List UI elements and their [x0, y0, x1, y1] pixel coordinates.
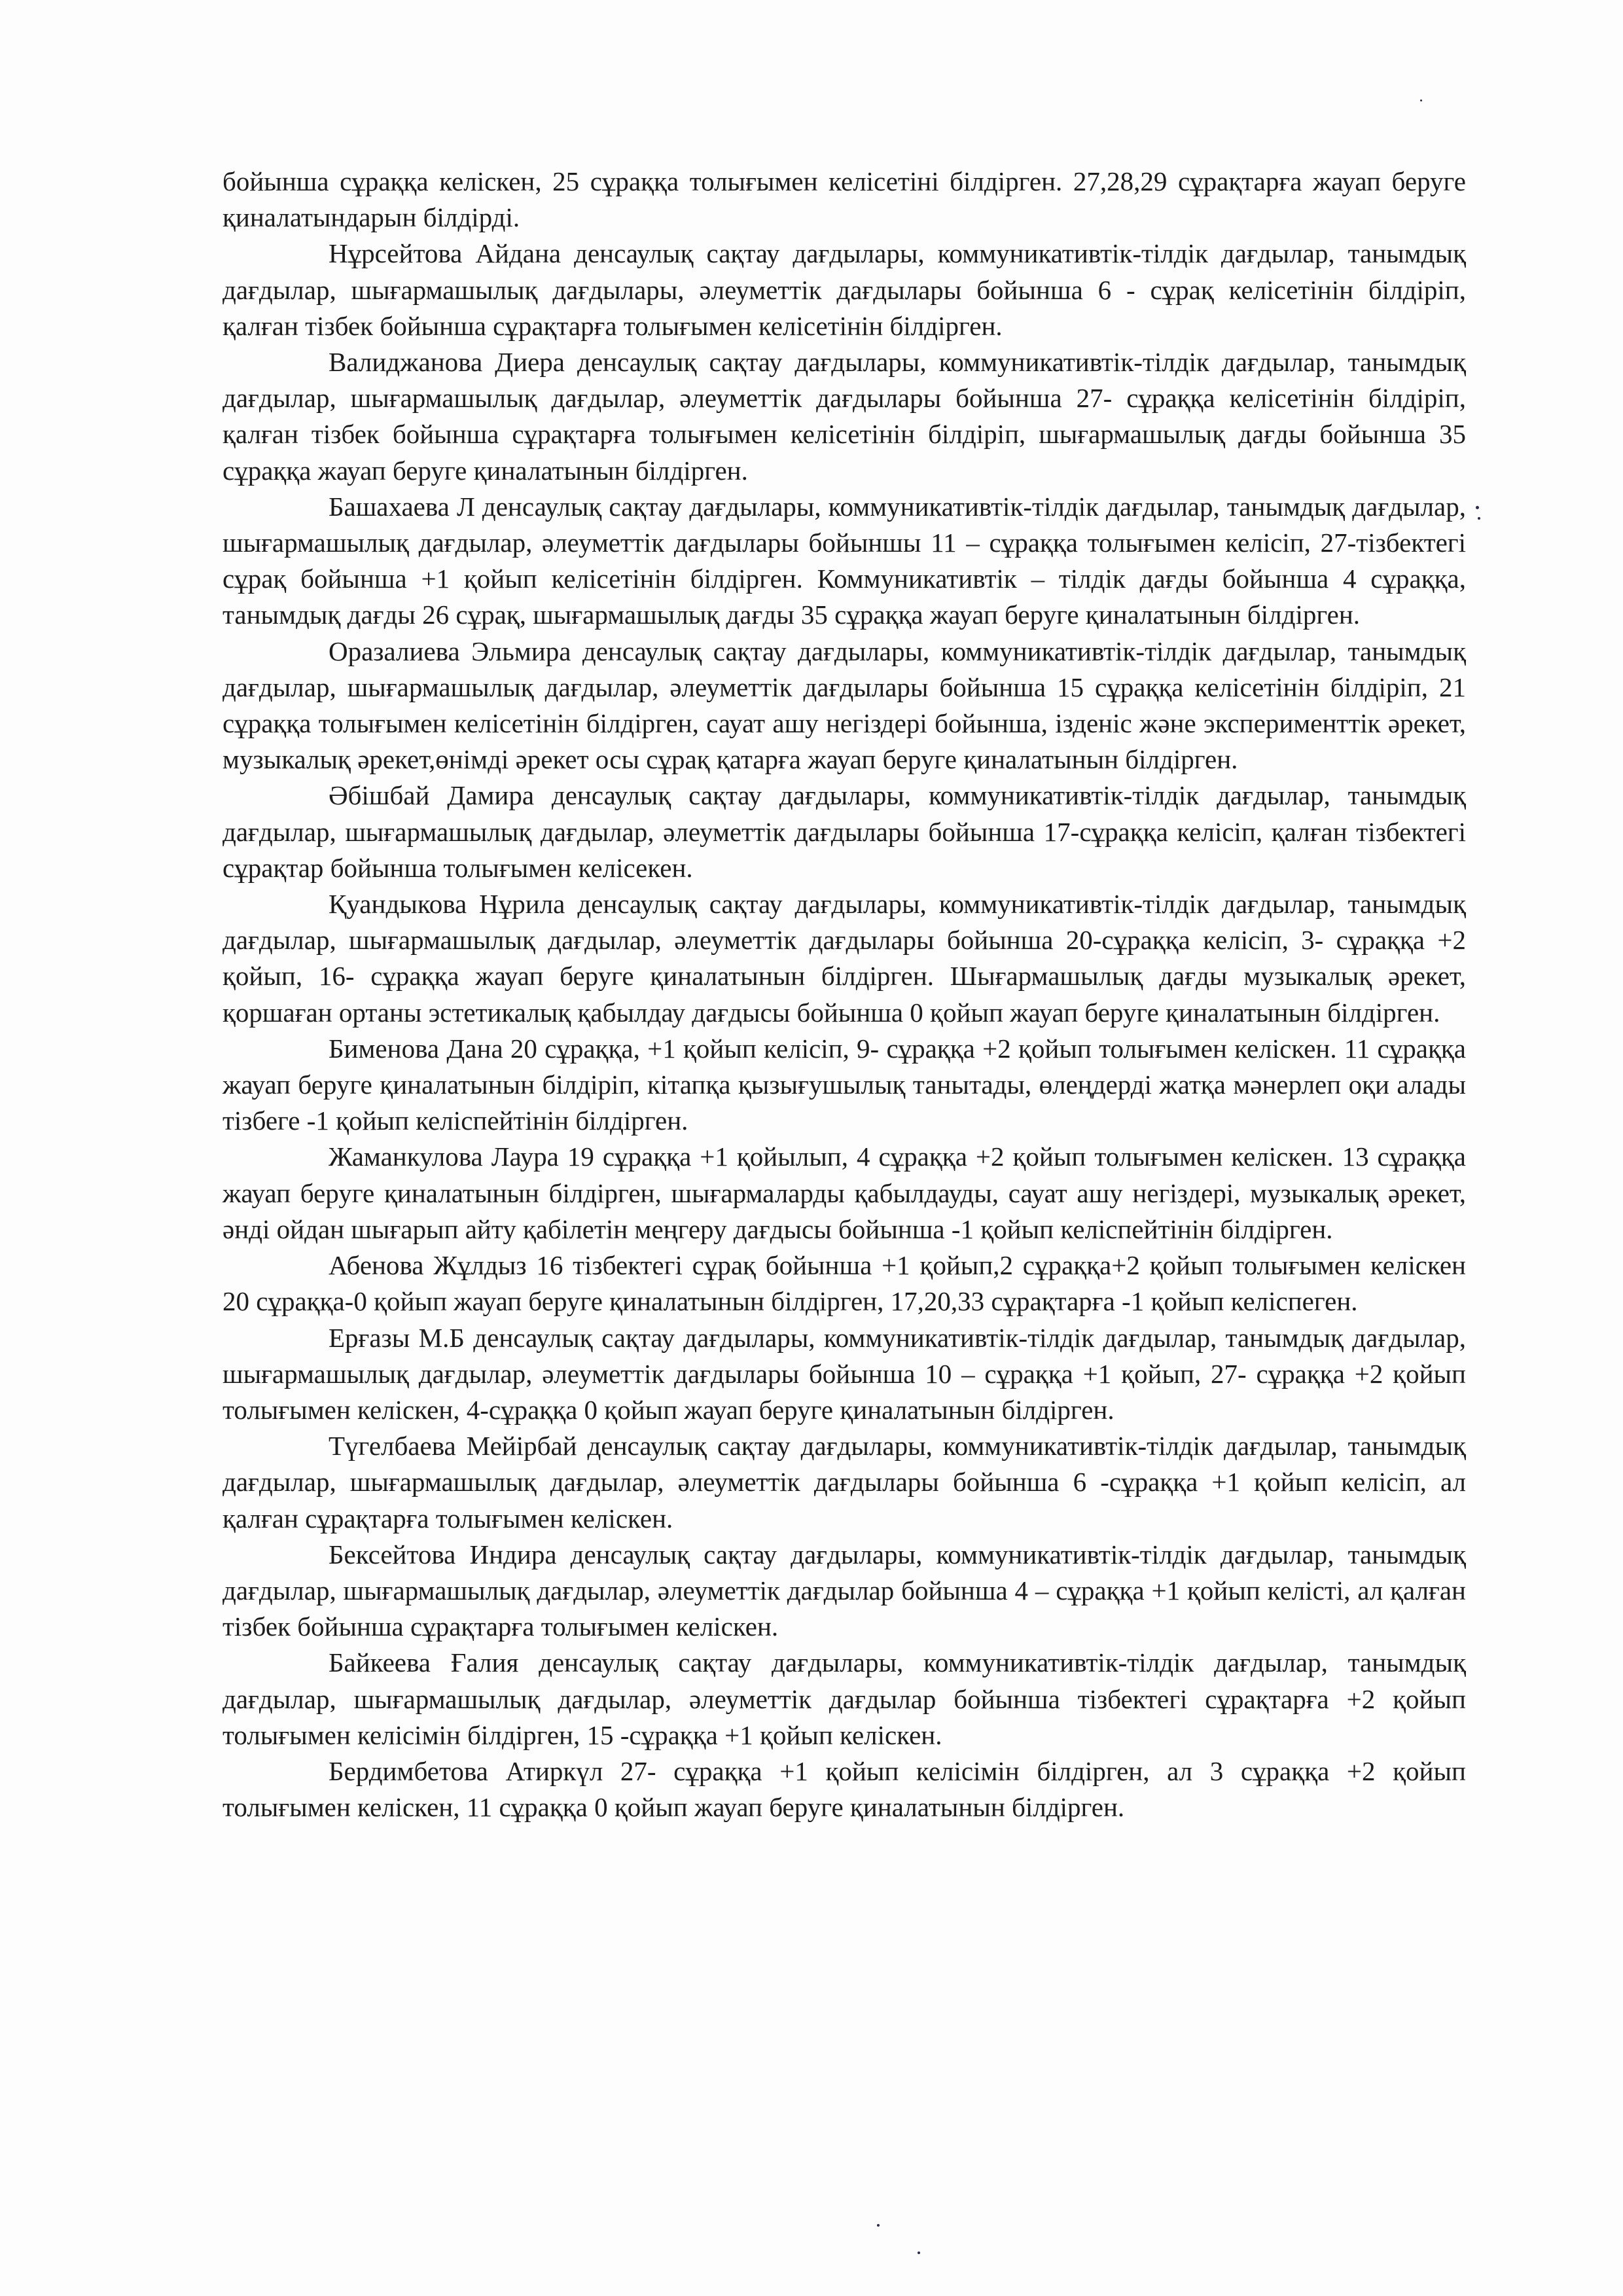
paragraph-ergazy: Ерғазы М.Б денсаулық сақтау дағдылары, коммуникативтік-тілдік дағдылар, танымдық дағдылар, шығармашылық дағдылар, әлеуметтік дағдылары бойынша 10 – сұраққа +1 қойып, 27- сұраққа +2 қойып толығымен келіскен, 4-сұраққа 0 қойып жауап беруге қиналатынын білдірген.: [223, 1322, 1466, 1425]
scan-speck: [1420, 99, 1422, 101]
document-body: [223, 164, 1466, 1825]
paragraph-bajkeeva: Байкеева Ғалия денсаулық сақтау дағдылары, коммуникативтік-тілдік дағдылар, танымдық дағдылар, шығармашылық дағдылар, әлеуметтік дағдылар бойынша тізбектегі сұрақтарға +2 қойып толығымен келісімін білдірген, 15 -сұраққа +1 қойып келіскен.: [223, 1647, 1466, 1750]
paragraph-orazalieva: Оразалиева Эльмира денсаулық сақтау дағдылары, коммуникативтік-тілдік дағдылар, танымдық дағдылар, шығармашылық дағдылар, әлеуметтік дағдылары бойынша 15 сұраққа келісетінін білдіріп, 21 сұраққа толығымен келісетінін білдірген, сауат ашу негіздері бойынша, ізденіс және эксперименттік әрекет, музыкалық әрекет,өнімді әрекет осы сұрақ қатарға жауап беруге қиналатынын білдірген.: [223, 636, 1466, 775]
paragraph-validzhanova: Валиджанова Диера денсаулық сақтау дағдылары, коммуникативтік-тілдік дағдылар, танымдық дағдылар, шығармашылық дағдылар, әлеуметтік дағдылары бойынша 27- сұраққа келісетінін білдіріп, қалған тізбек бойынша сұрақтарға толығымен келісетінін білдіріп, шығармашылық дағды бойынша 35 сұраққа жауап беруге қиналатынын білдірген.: [223, 347, 1466, 486]
scan-speck: [1478, 517, 1480, 520]
paragraph-nursejtova: Нұрсейтова Айдана денсаулық сақтау дағдылары, коммуникативтік-тілдік дағдылар, танымдық дағдылар, шығармашылық дағдылары, әлеуметтік дағдылары бойынша 6 - сұрақ келісетінін білдіріп, қалған тізбек бойынша сұрақтарға толығымен келісетінін білдірген.: [223, 238, 1466, 341]
paragraph-beksejtova: Бексейтова Индира денсаулық сақтау дағдылары, коммуникативтік-тілдік дағдылар, танымдық дағдылар, шығармашылық дағдылар, әлеуметтік дағдылар бойынша 4 – сұраққа +1 қойып келісті, ал қалған тізбек бойынша сұрақтарға толығымен келіскен.: [223, 1539, 1466, 1642]
paragraph-bimenova: Бименова Дана 20 сұраққа, +1 қойып келісіп, 9- сұраққа +2 қойып толығымен келіскен. 11 сұраққа жауап беруге қиналатынын білдіріп, кітапқа қызығушылық танытады, өлеңдерді жатқа мәнерлеп оқи алады тізбеге -1 қойып келіспейтінін білдірген.: [223, 1033, 1466, 1136]
paragraph-continuation: бойынша сұраққа келіскен, 25 сұраққа толығымен келісетіні білдірген. 27,28,29 сұрақтарға жауап беруге қиналатындарын білдірді.: [223, 166, 1466, 233]
paragraph-bashahaeva: Башахаева Л денсаулық сақтау дағдылары, коммуникативтік-тілдік дағдылар, танымдық дағдылар, шығармашылық дағдылар, әлеуметтік дағдылары бойыншы 11 – сұраққа толығымен келісіп, 27-тізбектегі сұрақ бойынша +1 қойып келісетінін білдірген. Коммуникативтік – тілдік дағды бойынша 4 сұраққа, танымдық дағды 26 сұрақ, шығармашылық дағды 35 сұраққа жауап беруге қиналатынын білдірген.: [223, 491, 1466, 630]
scan-speck: [1476, 506, 1479, 509]
paragraph-abishbaj: Әбішбай Дамира денсаулық сақтау дағдылары, коммуникативтік-тілдік дағдылар, танымдық дағдылар, шығармашылық дағдылар, әлеуметтік дағдылары бойынша 17-сұраққа келісіп, қалған тізбектегі сұрақтар бойынша толығымен келісекен.: [223, 780, 1466, 883]
paragraph-tugelbaeva: Түгелбаева Мейірбай денсаулық сақтау дағдылары, коммуникативтік-тілдік дағдылар, танымдық дағдылар, шығармашылық дағдылар, әлеуметтік дағдылары бойынша 6 -сұраққа +1 қойып келісіп, ал қалған сұрақтарға толығымен келіскен.: [223, 1431, 1466, 1534]
scan-speck: [918, 2251, 920, 2254]
paragraph-berdimbetova: Бердимбетова Атиркүл 27- сұраққа +1 қойып келісімін білдірген, ал 3 сұраққа +2 қойып толығымен келіскен, 11 сұраққа 0 қойып жауап беруге қиналатынын білдірген.: [223, 1755, 1466, 1823]
paragraph-abenova: Абенова Жұлдыз 16 тізбектегі сұрақ бойынша +1 қойып,2 сұраққа+2 қойып толығымен келіскен 20 сұраққа-0 қойып жауап беруге қиналатынын білдірген, 17,20,33 сұрақтарға -1 қойып келіспеген.: [223, 1250, 1466, 1317]
paragraph-kuandykova: Қуандыкова Нұрила денсаулық сақтау дағдылары, коммуникативтік-тілдік дағдылар, танымдық дағдылар, шығармашылық дағдылар, әлеуметтік дағдылары бойынша 20-сұраққа келісіп, 3- сұраққа +2 қойып, 16- сұраққа жауап беруге қиналатынын білдірген. Шығармашылық дағды музыкалық әрекет, қоршаған ортаны эстетикалық қабылдау дағдысы бойынша 0 қойып жауап беруге қиналатынын білдірген.: [223, 889, 1466, 1028]
paragraph-zhamankulova: Жаманкулова Лаура 19 сұраққа +1 қойылып, 4 сұраққа +2 қойып толығымен келіскен. 13 сұраққа жауап беруге қиналатынын білдірген, шығармаларды қабылдауды, сауат ашу негіздері, музыкалық әрекет, әнді ойдан шығарып айту қабілетін меңгеру дағдысы бойынша -1 қойып келіспейтінін білдірген.: [223, 1141, 1466, 1244]
scan-speck: [877, 2224, 880, 2227]
